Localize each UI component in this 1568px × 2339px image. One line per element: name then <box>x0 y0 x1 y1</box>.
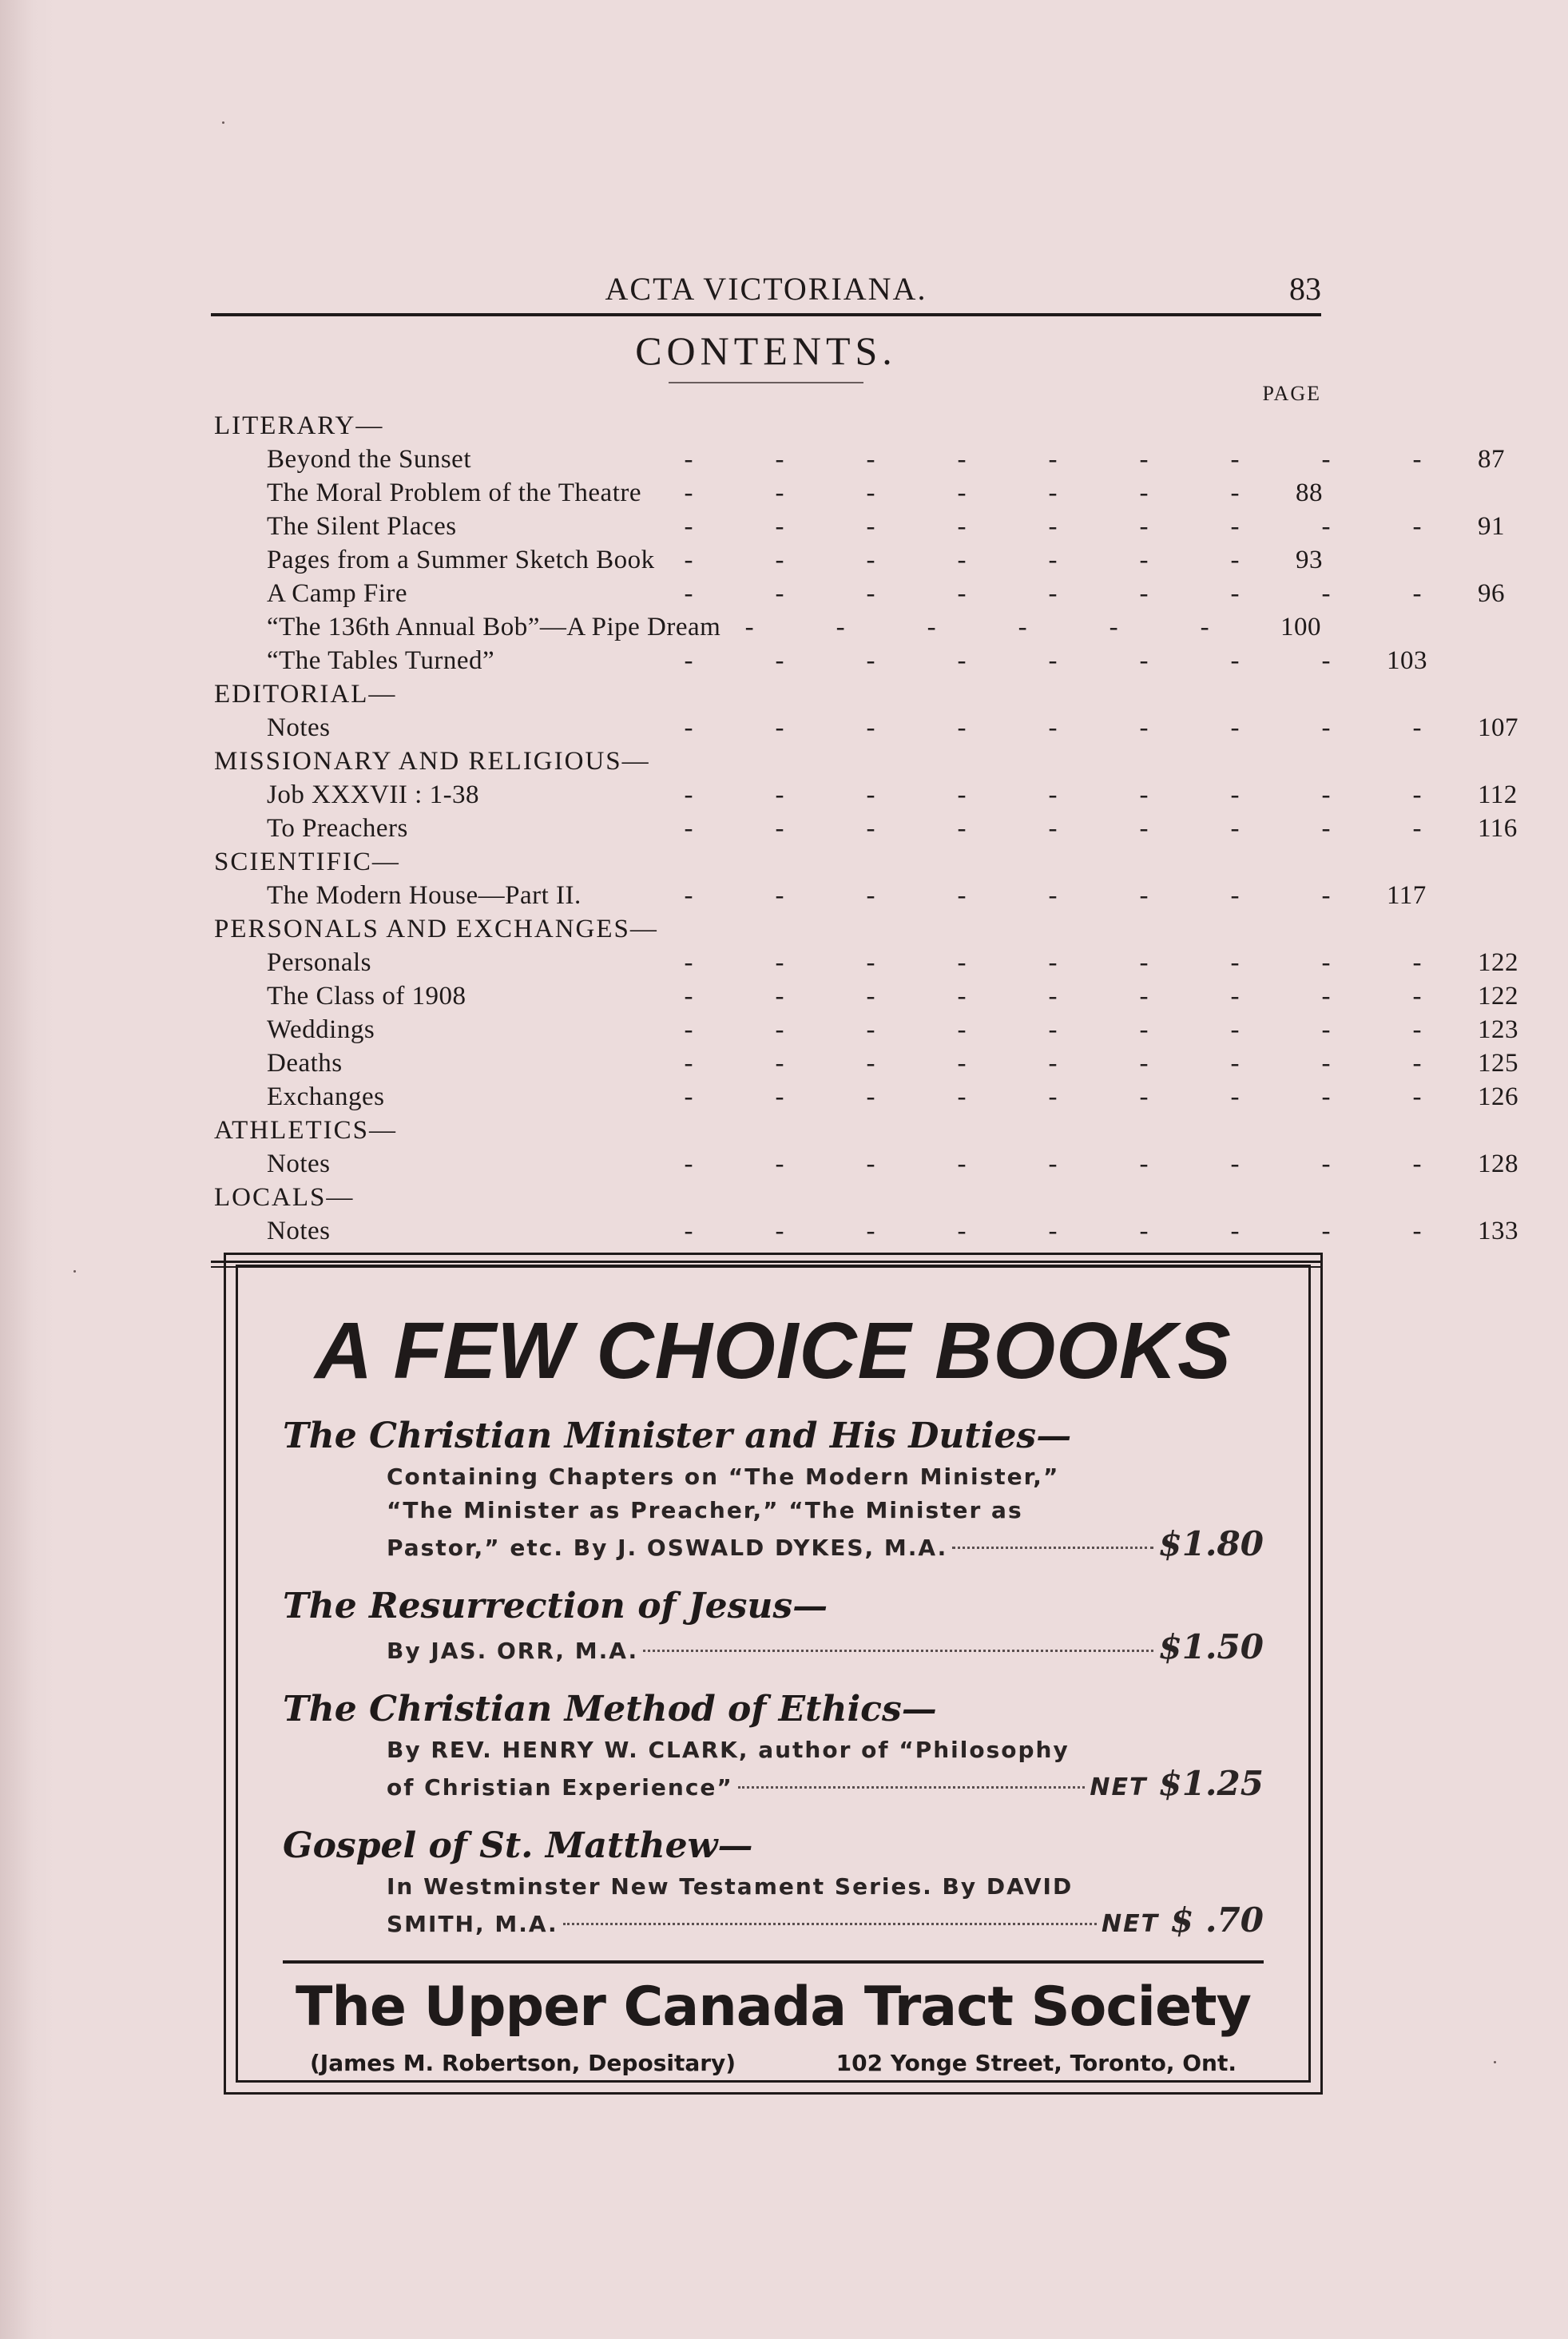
book-title: The Christian Minister and His Duties— <box>283 1416 1072 1456</box>
toc-entry <box>211 610 1321 644</box>
toc-entry-title: Personals <box>267 948 371 977</box>
toc-entry-page: 100 <box>1280 613 1321 641</box>
toc-entry-title: Pages from a Summer Sketch Book <box>267 546 655 574</box>
toc-entry <box>211 443 1505 476</box>
book-listing <box>283 1686 1264 1805</box>
toc-leader-dashes: - - - - - - - - - <box>684 1217 1422 1245</box>
book-price: $1.50 <box>1158 1627 1264 1666</box>
toc-leader-dashes: - - - - - - - - <box>684 881 1331 910</box>
ad-headline: A FEW CHOICE BOOKS <box>315 1306 1232 1396</box>
toc-leader-dashes: - - - - - - - - - <box>684 1015 1422 1044</box>
table-of-contents <box>211 409 1518 1248</box>
book-author-line: By JAS. ORR, M.A. <box>387 1638 639 1664</box>
toc-section-heading: ATHLETICS— <box>214 1116 397 1145</box>
toc-entry-page: 133 <box>1478 1217 1518 1245</box>
toc-entry-title: “The Tables Turned” <box>267 646 495 675</box>
dot-leader <box>563 1923 1097 1925</box>
toc-entry-page: 126 <box>1478 1082 1518 1111</box>
toc-leader-dashes: - - - - - - - - - <box>684 780 1422 809</box>
dot-leader <box>643 1650 1153 1652</box>
toc-entry <box>211 778 1518 812</box>
toc-entry <box>211 812 1518 845</box>
net-label: NET <box>1102 1910 1160 1938</box>
toc-entry-title: Beyond the Sunset <box>267 445 471 474</box>
toc-entry-page: 91 <box>1478 512 1505 541</box>
toc-entry-page: 122 <box>1478 982 1518 1011</box>
toc-entry-title: Notes <box>267 713 331 742</box>
book-description-line: By REV. HENRY W. CLARK, author of “Philosophy <box>387 1737 1070 1763</box>
toc-entry-page: 128 <box>1478 1150 1518 1178</box>
page-content <box>211 264 1518 1268</box>
book-title: The Resurrection of Jesus— <box>283 1586 828 1626</box>
toc-leader-dashes: - - - - - - - - - <box>684 948 1422 977</box>
book-price-line <box>283 1524 1264 1565</box>
toc-section-heading: LOCALS— <box>214 1183 355 1212</box>
toc-section-heading: SCIENTIFIC— <box>214 848 400 876</box>
toc-entry-page: 88 <box>1296 479 1323 507</box>
toc-leader-dashes: - - - - - - - - - <box>684 512 1422 541</box>
toc-section-heading: LITERARY— <box>214 411 384 440</box>
toc-entry-page: 123 <box>1478 1015 1518 1044</box>
book-listing <box>283 1412 1264 1565</box>
book-description-line: “The Minister as Preacher,” “The Minister as <box>387 1497 1023 1523</box>
toc-entry-title: To Preachers <box>267 814 408 843</box>
toc-leader-dashes: - - - - - - <box>744 613 1210 641</box>
toc-entry <box>211 1080 1518 1114</box>
toc-section-heading: PERSONALS AND EXCHANGES— <box>214 915 658 943</box>
header-rule <box>211 313 1321 316</box>
journal-title: ACTA VICTORIANA. <box>605 271 927 307</box>
toc-leader-dashes: - - - - - - - - - <box>684 445 1422 474</box>
toc-leader-dashes: - - - - - - - - - <box>684 814 1422 843</box>
book-listing <box>283 1822 1264 1941</box>
page-binding-edge <box>0 0 56 2339</box>
publisher-footer <box>283 2050 1264 2076</box>
book-price: $1.25 <box>1158 1764 1264 1803</box>
paper-speck <box>222 121 224 124</box>
toc-leader-dashes: - - - - - - - - - <box>684 982 1422 1011</box>
toc-entry <box>211 543 1321 577</box>
book-title: The Christian Method of Ethics— <box>283 1689 937 1729</box>
toc-entry <box>211 979 1518 1013</box>
book-price: $1.80 <box>1158 1524 1264 1563</box>
toc-leader-dashes: - - - - - - - <box>684 479 1240 507</box>
ad-divider <box>283 1960 1264 1964</box>
page-column-label: PAGE <box>1262 382 1321 405</box>
toc-entry <box>211 946 1518 979</box>
toc-entry-title: The Class of 1908 <box>267 982 466 1011</box>
book-price-line <box>283 1627 1264 1668</box>
toc-entry-title: Exchanges <box>267 1082 385 1111</box>
toc-section-heading: MISSIONARY AND RELIGIOUS— <box>214 747 650 776</box>
toc-entry-page: 122 <box>1478 948 1518 977</box>
paper-speck <box>1494 2061 1496 2063</box>
depositary: (James M. Robertson, Depositary) <box>310 2050 736 2076</box>
toc-entry-title: Weddings <box>267 1015 375 1044</box>
toc-leader-dashes: - - - - - - - - - <box>684 1150 1422 1178</box>
running-header <box>211 264 1321 313</box>
book-author-line: SMITH, M.A. <box>387 1911 558 1937</box>
toc-entry <box>211 879 1427 912</box>
book-description-line: In Westminster New Testament Series. By DAVID <box>387 1873 1074 1900</box>
book-list <box>283 1412 1264 1941</box>
toc-section-heading: EDITORIAL— <box>214 680 397 709</box>
book-price-line <box>283 1900 1264 1941</box>
book-listing <box>283 1582 1264 1668</box>
toc-entry <box>211 510 1505 543</box>
toc-entry-page: 125 <box>1478 1049 1518 1078</box>
paper-speck <box>73 1270 76 1273</box>
toc-entry-page: 117 <box>1387 881 1427 910</box>
book-price-line <box>283 1764 1264 1805</box>
toc-entry-page: 93 <box>1296 546 1323 574</box>
toc-entry-title: “The 136th Annual Bob”—A Pipe Dream <box>267 613 721 641</box>
toc-entry-title: Notes <box>267 1150 331 1178</box>
net-label: NET <box>1090 1773 1148 1801</box>
toc-entry <box>211 1013 1518 1046</box>
book-price: $ .70 <box>1170 1900 1264 1940</box>
book-author-line: Pastor,” etc. By J. OSWALD DYKES, M.A. <box>387 1535 948 1561</box>
dot-leader <box>738 1786 1086 1789</box>
advertisement-inner-frame <box>236 1265 1311 2083</box>
toc-leader-dashes: - - - - - - - - - <box>684 1082 1422 1111</box>
toc-entry <box>211 476 1321 510</box>
book-description-line: Containing Chapters on “The Modern Minister,” <box>387 1463 1060 1490</box>
toc-entry <box>211 577 1505 610</box>
toc-entry-title: Job XXXVII : 1-38 <box>267 780 480 809</box>
toc-entry <box>211 1147 1518 1181</box>
toc-entry <box>211 1214 1518 1248</box>
toc-entry <box>211 711 1518 745</box>
toc-entry-title: The Moral Problem of the Theatre <box>267 479 641 507</box>
toc-entry-title: Deaths <box>267 1049 343 1078</box>
toc-entry-page: 107 <box>1478 713 1518 742</box>
page-number: 83 <box>1289 271 1321 307</box>
toc-entry-page: 87 <box>1478 445 1505 474</box>
publisher-name: The Upper Canada Tract Society <box>296 1976 1251 2039</box>
toc-entry <box>211 1046 1518 1080</box>
toc-entry-page: 112 <box>1478 780 1518 809</box>
toc-leader-dashes: - - - - - - - - - <box>684 1049 1422 1078</box>
toc-entry <box>211 644 1427 677</box>
toc-entry-title: The Modern House—Part II. <box>267 881 582 910</box>
toc-entry-title: The Silent Places <box>267 512 457 541</box>
toc-entry-page: 116 <box>1478 814 1518 843</box>
book-title: Gospel of St. Matthew— <box>283 1825 753 1866</box>
dot-leader <box>952 1547 1153 1549</box>
contents-title: CONTENTS. <box>635 328 897 373</box>
toc-entry-page: 96 <box>1478 579 1505 608</box>
toc-leader-dashes: - - - - - - - - - <box>684 579 1422 608</box>
toc-leader-dashes: - - - - - - - - <box>684 646 1331 675</box>
advertisement-box <box>224 1253 1323 2095</box>
toc-leader-dashes: - - - - - - - <box>684 546 1240 574</box>
toc-entry-page: 103 <box>1387 646 1427 675</box>
publisher-address: 102 Yonge Street, Toronto, Ont. <box>836 2050 1237 2076</box>
book-author-line: of Christian Experience” <box>387 1774 733 1801</box>
toc-entry-title: Notes <box>267 1217 331 1245</box>
toc-entry-title: A Camp Fire <box>267 579 407 608</box>
toc-leader-dashes: - - - - - - - - - <box>684 713 1422 742</box>
